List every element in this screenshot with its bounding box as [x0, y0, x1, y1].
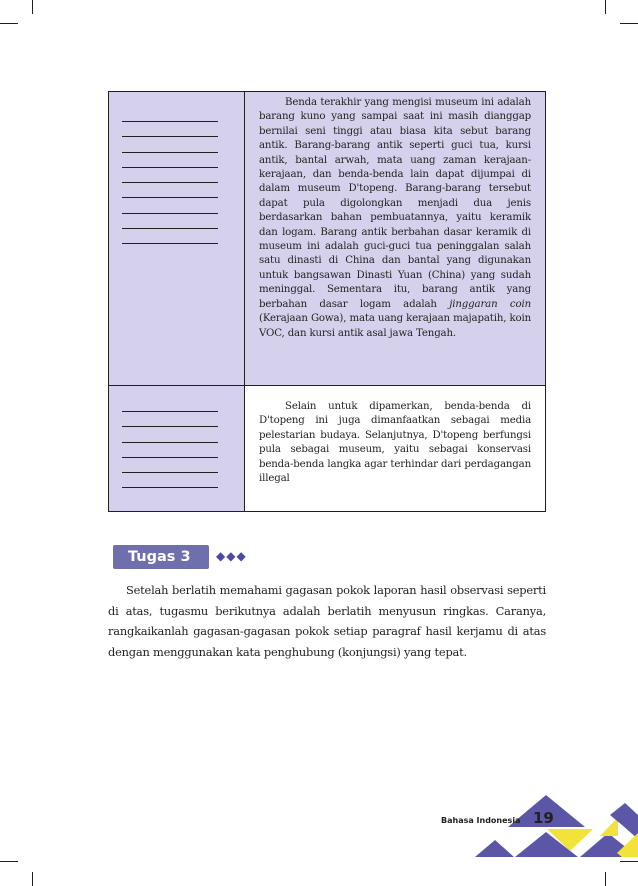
- task-instruction: Setelah berlatih memahami gagasan pokok laporan hasil observasi seperti di atas, tugasmu berikutnya adalah berlatih menyusun ringkas. Caranya, rangkaikanlah gagasan-gagasan pokok setiap paragraf hasil kerjamu di atas dengan menggunakan kata penghubung (konjungsi) yang tepat.: [108, 583, 546, 659]
- page-number: 19: [533, 809, 554, 827]
- answer-lines-row1[interactable]: [122, 121, 218, 259]
- answer-lines-row2[interactable]: [122, 411, 218, 503]
- row-divider: [109, 385, 545, 386]
- paragraph-row2: Selain untuk dipamerkan, benda-benda di D'topeng ini juga dimanfaatkan sebagai media pelestarian budaya. Selanjutnya, D'topeng berfungsi pula sebagai museum, yaitu sebagai konservasi benda-benda langka agar terhindar dari perdagangan illegal: [259, 401, 531, 485]
- diamond-icons: ◆◆◆: [216, 549, 247, 563]
- subject-label: Bahasa Indonesia: [441, 816, 521, 825]
- worksheet-table: [108, 91, 546, 512]
- task-label: Tugas 3: [128, 549, 191, 565]
- paragraph-row1: Benda terakhir yang mengisi museum ini adalah barang kuno yang sampai saat ini masih dianggap bernilai seni tinggi atau biasa kita sebut barang antik. Barang-barang antik seperti guci tua, kursi antik, bantal arwah, mata uang zaman kerajaan-kerajaan, dan benda-benda lain dapat dijumpai di dalam museum D'topeng. Barang-barang tersebut dapat pula digolongkan menjadi dua jenis berdasarkan bahan pembuatannya, yaitu keramik dan logam. Barang antik berbahan dasar keramik di museum ini adalah guci-guci tua peninggalan salah satu dinasti di China dan bantal yang digunakan untuk bangsawan Dinasti Yuan (China) yang sudah meninggal. Sementara itu, barang antik yang berbahan dasar logam adalah jinggaran coin (Kerajaan Gowa), mata uang kerajaan majapatih, koin VOC, dan kursi antik asal jawa Tengah.: [259, 97, 531, 339]
